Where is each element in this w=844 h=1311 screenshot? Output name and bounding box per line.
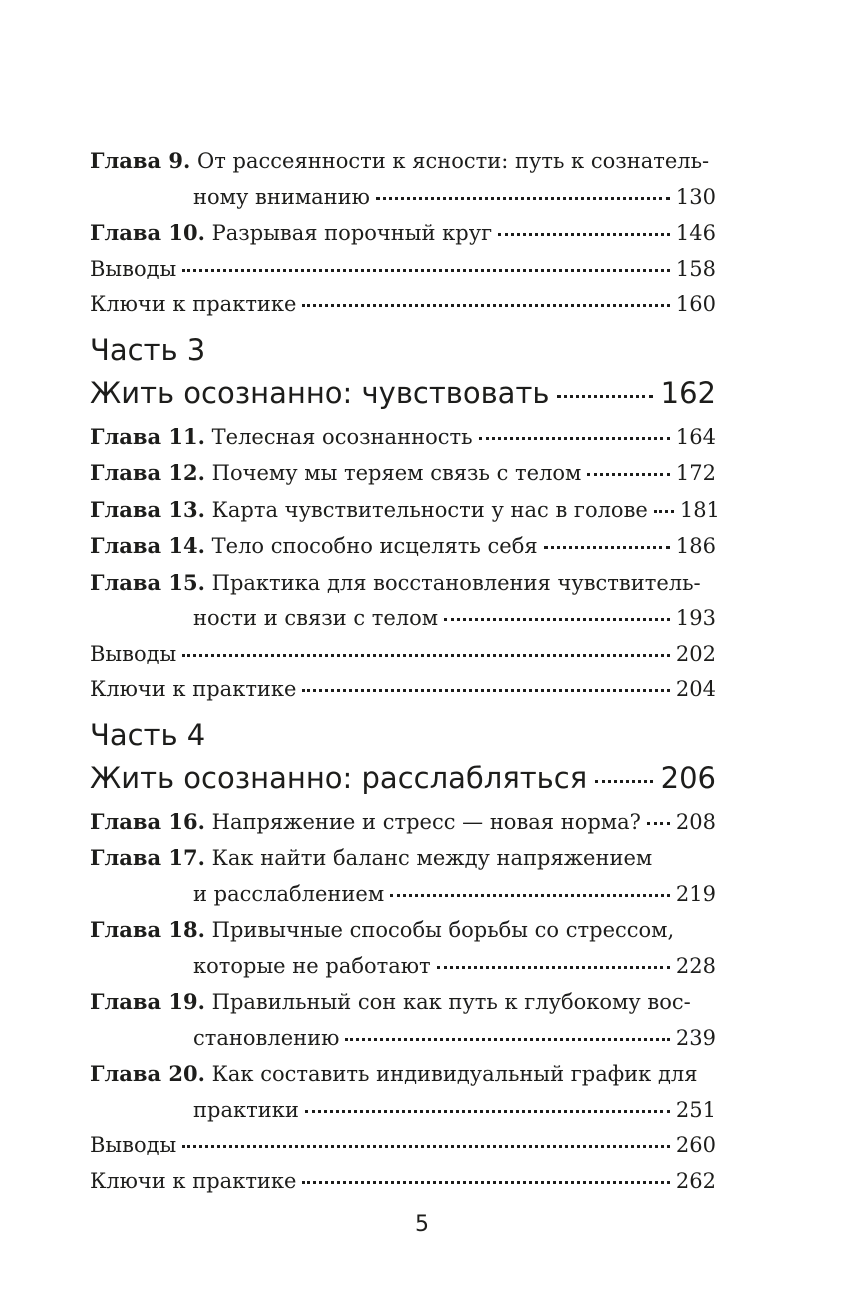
table-of-contents (90, 143, 720, 1199)
page-number: 160 (675, 292, 716, 316)
dot-leader (544, 546, 670, 549)
chapter-title: От рассеянности к ясности: путь к сознатель- (197, 149, 710, 173)
page-number: 262 (675, 1168, 716, 1193)
chapter-label: Глава 15. (90, 569, 205, 595)
toc-entry-practice-keys[interactable] (90, 287, 716, 323)
page-number: 260 (675, 1133, 716, 1157)
chapter-title: Напряжение и стресс — новая норма? (211, 809, 641, 834)
dot-leader (479, 437, 670, 440)
dot-leader (302, 1181, 669, 1184)
page-number: 206 (660, 760, 716, 795)
part-title-entry[interactable] (90, 756, 716, 800)
dot-leader (654, 510, 674, 513)
part-heading: Часть 4 (90, 717, 206, 752)
page-number: 162 (660, 375, 716, 410)
chapter-label: Глава 14. (90, 533, 205, 558)
dot-leader (390, 894, 670, 897)
chapter-label: Глава 19. (90, 989, 205, 1014)
entry-title: Ключи к практике (90, 1168, 297, 1193)
toc-entry-chapter-9[interactable] (90, 143, 716, 215)
page-number: 130 (675, 184, 716, 209)
toc-entry-chapter-11[interactable] (90, 419, 716, 456)
dot-leader (302, 304, 669, 307)
page-number: 208 (675, 809, 716, 834)
chapter-label: Глава 10. (90, 220, 205, 245)
chapter-label: Глава 17. (90, 845, 205, 870)
entry-title: Ключи к практике (90, 292, 297, 316)
toc-entry-chapter-15[interactable] (90, 565, 716, 637)
chapter-label: Глава 9. (90, 148, 191, 173)
chapter-title: Как найти баланс между напряжением (211, 846, 653, 870)
dot-leader (305, 1110, 670, 1113)
toc-entry-chapter-10[interactable] (90, 215, 716, 252)
toc-entry-chapter-18[interactable] (90, 912, 716, 984)
chapter-title-cont: и расслаблением (193, 881, 385, 906)
chapter-title: Правильный сон как путь к глубокому вос- (211, 990, 691, 1014)
dot-leader (498, 233, 670, 236)
chapter-title: Тело способно исцелять себя (211, 534, 538, 558)
dot-leader (557, 395, 652, 398)
dot-leader (647, 822, 670, 825)
page-number: 239 (675, 1025, 716, 1050)
dot-leader (182, 269, 670, 272)
dot-leader (595, 780, 653, 783)
page-number: 186 (675, 534, 716, 558)
part-heading: Часть 3 (90, 332, 206, 367)
dot-leader (302, 689, 669, 692)
dot-leader (587, 473, 670, 476)
page-number: 172 (675, 461, 716, 485)
chapter-label: Глава 13. (90, 496, 205, 522)
toc-entry-conclusions[interactable] (90, 252, 716, 288)
toc-entry-conclusions[interactable] (90, 1128, 716, 1164)
dot-leader (345, 1038, 670, 1041)
page-folio: 5 (415, 1212, 429, 1237)
chapter-title: Разрывая порочный круг (211, 221, 493, 245)
chapter-label: Глава 11. (90, 423, 205, 449)
entry-title: Выводы (90, 1133, 177, 1157)
page-number: 202 (675, 641, 716, 666)
dot-leader (182, 654, 670, 657)
toc-entry-chapter-20[interactable] (90, 1056, 716, 1128)
entry-title: Ключи к практике (90, 677, 297, 701)
dot-leader (376, 197, 670, 200)
page-number: 219 (675, 881, 716, 906)
chapter-title: Телесная осознанность (211, 424, 473, 449)
toc-entry-conclusions[interactable] (90, 637, 716, 673)
part-title: Жить осознанно: расслабляться (90, 760, 588, 795)
chapter-title-cont: становлению (193, 1025, 340, 1050)
toc-entry-chapter-16[interactable] (90, 804, 716, 841)
page-number: 193 (675, 606, 716, 630)
chapter-title: Как составить индивидуальный график для (211, 1062, 698, 1086)
toc-entry-chapter-12[interactable] (90, 455, 716, 492)
page-number: 164 (675, 424, 716, 449)
part-title-entry[interactable] (90, 371, 716, 415)
dot-leader (437, 966, 670, 969)
dot-leader (444, 618, 670, 621)
chapter-label: Глава 20. (90, 1061, 205, 1086)
dot-leader (182, 1145, 670, 1148)
toc-entry-chapter-17[interactable] (90, 840, 716, 912)
toc-entry-chapter-13[interactable] (90, 492, 720, 529)
part-title: Жить осознанно: чувствовать (90, 375, 550, 410)
chapter-title-cont: которые не работают (193, 953, 431, 978)
entry-title: Выводы (90, 641, 177, 666)
page-number: 251 (675, 1097, 716, 1122)
chapter-title: Почему мы теряем связь с телом (211, 461, 582, 485)
page-number: 204 (675, 677, 716, 701)
toc-entry-chapter-14[interactable] (90, 528, 716, 565)
chapter-label: Глава 18. (90, 917, 205, 942)
chapter-title-cont: практики (193, 1097, 299, 1122)
chapter-title: Привычные способы борьбы со стрессом, (211, 918, 675, 942)
page-number: 146 (675, 221, 716, 245)
chapter-title: Практика для восстановления чувствитель- (211, 570, 701, 595)
entry-title: Выводы (90, 256, 177, 281)
toc-entry-chapter-19[interactable] (90, 984, 716, 1056)
chapter-title-cont: ности и связи с телом (193, 606, 439, 630)
toc-entry-practice-keys[interactable] (90, 1164, 716, 1200)
page-number: 181 (679, 497, 720, 522)
toc-entry-practice-keys[interactable] (90, 672, 716, 708)
chapter-label: Глава 12. (90, 460, 205, 485)
chapter-title-cont: ному вниманию (193, 184, 370, 209)
chapter-label: Глава 16. (90, 808, 205, 834)
page-number: 228 (675, 953, 716, 978)
chapter-title: Карта чувствительности у нас в голове (211, 497, 648, 522)
page-number: 158 (675, 256, 716, 281)
